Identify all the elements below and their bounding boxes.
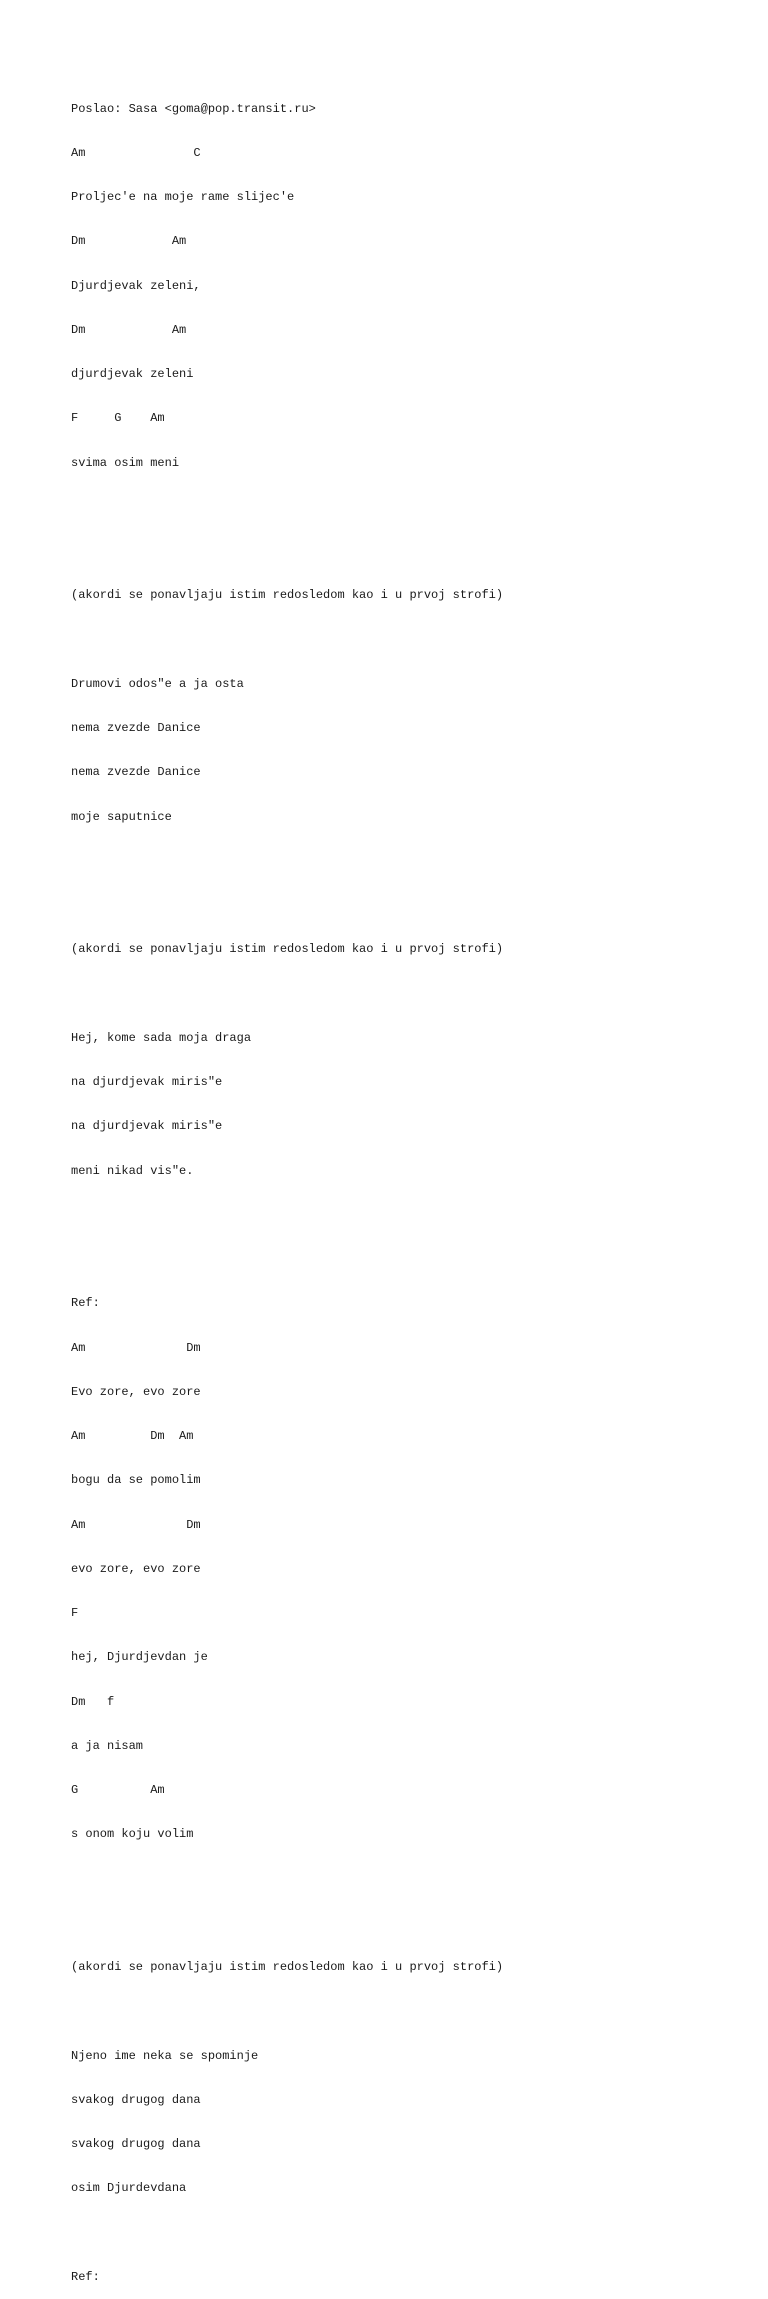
lyric-line: osim Djurdevdana: [71, 2181, 187, 2196]
lyric-line: a ja nisam: [71, 1738, 144, 1753]
blank-line: [71, 1252, 503, 1267]
refrain-label: Ref:: [71, 2269, 100, 2284]
chord-line: Am Dm: [71, 1340, 201, 1355]
lyric-line: hej, Djurdjevdan je: [71, 1650, 208, 1665]
blank-line: [71, 633, 503, 648]
lyric-line: bogu da se pomolim: [71, 1473, 201, 1488]
blank-line: [71, 898, 503, 913]
blank-line: [71, 1208, 503, 1223]
lyric-line: Drumovi odos"e a ja osta: [71, 676, 244, 691]
lyric-line: na djurdjevak miris"e: [71, 1075, 223, 1089]
lyric-line: nema zvezde Danice: [71, 765, 201, 780]
chord-line: Am Dm Am: [71, 1429, 194, 1443]
chord-line: Am C: [71, 145, 201, 160]
lyric-line: Proljec'e na moje rame slijec'e: [71, 190, 295, 204]
blank-line: [71, 2226, 503, 2241]
lyric-line: meni nikad vis"e.: [71, 1163, 194, 1178]
lyric-line: moje saputnice: [71, 809, 172, 824]
lyric-line: Hej, kome sada moja draga: [71, 1030, 252, 1045]
chord-line: F G Am: [71, 411, 165, 426]
lyrics-document: [71, 72, 503, 2299]
blank-line: [71, 500, 503, 515]
lyric-line: Evo zore, evo zore: [71, 1384, 201, 1399]
lyric-line: svima osim meni: [71, 455, 180, 470]
note-line: (akordi se ponavljaju istim redosledom kao i u prvoj strofi): [71, 1960, 504, 1974]
lyric-line: svakog drugog dana: [71, 2137, 201, 2151]
blank-line: [71, 987, 503, 1002]
lyric-line: nema zvezde Danice: [71, 721, 201, 735]
lyric-line: Njeno ime neka se spominje: [71, 2048, 259, 2063]
chord-line: Dm f: [71, 1694, 115, 1709]
chord-line: Dm Am: [71, 322, 187, 337]
chord-line: Dm Am: [71, 234, 187, 249]
lyric-line: Djurdjevak zeleni,: [71, 278, 201, 293]
blank-line: [71, 2004, 503, 2019]
blank-line: [71, 854, 503, 869]
lyric-line: evo zore, evo zore: [71, 1561, 201, 1576]
lyric-line: s onom koju volim: [71, 1827, 194, 1842]
sender-line: Poslao: Sasa <goma@pop.transit.ru>: [71, 101, 316, 116]
lyric-line: na djurdjevak miris"e: [71, 1119, 223, 1134]
refrain-label: Ref:: [71, 1296, 100, 1311]
blank-line: [71, 544, 503, 559]
note-line: (akordi se ponavljaju istim redosledom kao i u prvoj strofi): [71, 588, 504, 603]
lyric-line: svakog drugog dana: [71, 2092, 201, 2107]
blank-line: [71, 1916, 503, 1931]
blank-line: [71, 1872, 503, 1887]
note-line: (akordi se ponavljaju istim redosledom kao i u prvoj strofi): [71, 942, 504, 957]
lyric-line: djurdjevak zeleni: [71, 367, 194, 381]
chord-line: F: [71, 1606, 79, 1620]
chord-line: Am Dm: [71, 1517, 201, 1532]
chord-line: G Am: [71, 1783, 165, 1797]
